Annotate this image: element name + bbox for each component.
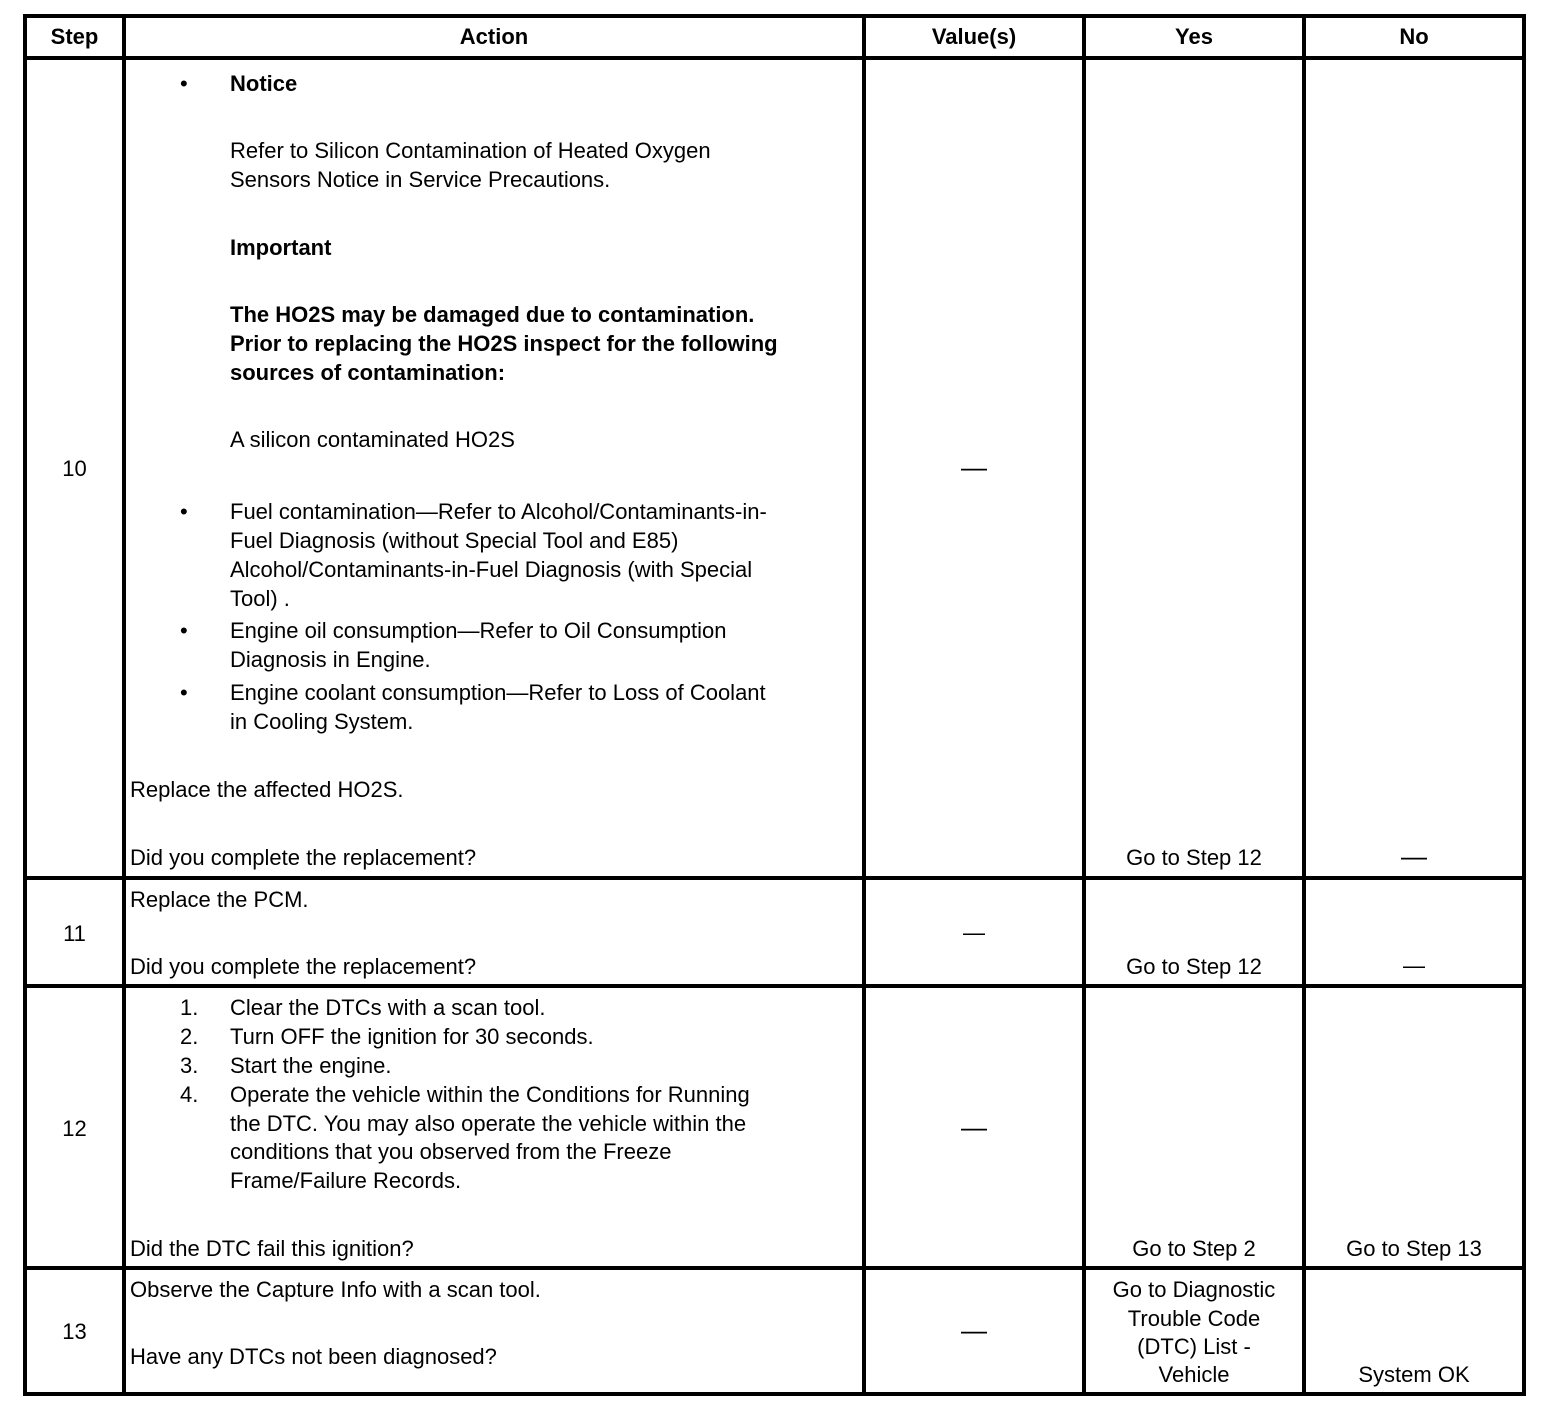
yes-result-line4: Vehicle bbox=[1158, 1362, 1230, 1387]
coolant-consumption-line2: in Cooling System. bbox=[230, 709, 414, 734]
action-question: Did the DTC fail this ignition? bbox=[130, 1236, 414, 1261]
list-number: 2. bbox=[180, 1024, 199, 1049]
no-result: System OK bbox=[1358, 1362, 1470, 1387]
list-number: 1. bbox=[180, 995, 199, 1020]
list-number: 4. bbox=[180, 1082, 199, 1107]
yes-result-line1: Go to Diagnostic bbox=[1112, 1277, 1276, 1302]
list-item-2: Turn OFF the ignition for 30 seconds. bbox=[230, 1024, 594, 1049]
important-text-line3: sources of contamination: bbox=[230, 360, 506, 385]
fuel-contamination-line4: Tool) . bbox=[230, 586, 290, 611]
values-dash: — bbox=[961, 1112, 987, 1142]
list-item-3: Start the engine. bbox=[230, 1053, 392, 1078]
list-item-1: Clear the DTCs with a scan tool. bbox=[230, 995, 546, 1020]
contamination-source: A silicon contaminated HO2S bbox=[230, 427, 515, 452]
action-question: Did you complete the replacement? bbox=[130, 954, 477, 979]
grid-line-top bbox=[23, 14, 1526, 18]
list-item-4-line1: Operate the vehicle within the Conditions for Running bbox=[230, 1082, 750, 1107]
grid-line-left bbox=[23, 14, 27, 1396]
grid-line-bottom bbox=[23, 1392, 1526, 1396]
oil-consumption-line1: Engine oil consumption—Refer to Oil Consumption bbox=[230, 618, 727, 643]
action-text: Observe the Capture Info with a scan tool. bbox=[130, 1277, 541, 1302]
action-replace: Replace the affected HO2S. bbox=[130, 777, 404, 802]
values-dash: — bbox=[963, 920, 985, 945]
yes-result-line2: Trouble Code bbox=[1127, 1306, 1261, 1331]
step-number: 11 bbox=[63, 921, 86, 946]
header-action: Action bbox=[459, 24, 529, 49]
list-item-4-line2: the DTC. You may also operate the vehicle within the bbox=[230, 1111, 747, 1136]
yes-result-line3: (DTC) List - bbox=[1137, 1334, 1251, 1359]
grid-line-row12-bottom bbox=[23, 1266, 1526, 1270]
important-title: Important bbox=[230, 235, 332, 260]
oil-consumption-line2: Diagnosis in Engine. bbox=[230, 647, 431, 672]
notice-text-line2: Sensors Notice in Service Precautions. bbox=[230, 167, 611, 192]
step-number: 13 bbox=[62, 1319, 87, 1344]
list-item-4-line3: conditions that you observed from the Freeze bbox=[230, 1139, 672, 1164]
no-result: Go to Step 13 bbox=[1346, 1236, 1482, 1261]
grid-line-step-action bbox=[122, 14, 126, 1396]
grid-line-action-values bbox=[862, 14, 866, 1396]
list-number: 3. bbox=[180, 1053, 199, 1078]
header-no: No bbox=[1399, 24, 1429, 49]
grid-line-yes-no bbox=[1302, 14, 1306, 1396]
grid-line-header-bottom bbox=[23, 56, 1526, 60]
action-question: Did you complete the replacement? bbox=[130, 845, 477, 870]
notice-title: Notice bbox=[230, 71, 298, 96]
fuel-contamination-line1: Fuel contamination—Refer to Alcohol/Contaminants-in- bbox=[230, 499, 767, 524]
list-item-4-line4: Frame/Failure Records. bbox=[230, 1168, 462, 1193]
header-yes: Yes bbox=[1175, 24, 1213, 49]
notice-text-line1: Refer to Silicon Contamination of Heated Oxygen bbox=[230, 138, 711, 163]
yes-result: Go to Step 12 bbox=[1126, 954, 1262, 979]
bullet: • bbox=[180, 618, 188, 643]
grid-line-right bbox=[1522, 14, 1526, 1396]
fuel-contamination-line2: Fuel Diagnosis (without Special Tool and E85) bbox=[230, 528, 679, 553]
no-result: — bbox=[1403, 953, 1425, 978]
action-text: Replace the PCM. bbox=[130, 887, 309, 912]
grid-line-values-yes bbox=[1082, 14, 1086, 1396]
important-text-line2: Prior to replacing the HO2S inspect for the following bbox=[230, 331, 778, 356]
important-text-line1: The HO2S may be damaged due to contamination. bbox=[230, 302, 755, 327]
yes-result: Go to Step 12 bbox=[1126, 845, 1262, 870]
bullet: • bbox=[180, 499, 188, 524]
action-question: Have any DTCs not been diagnosed? bbox=[130, 1344, 497, 1369]
header-step: Step bbox=[50, 24, 99, 49]
header-values: Value(s) bbox=[931, 24, 1017, 49]
step-number: 10 bbox=[62, 456, 87, 481]
values-dash: — bbox=[961, 452, 987, 482]
bullet: • bbox=[180, 680, 188, 705]
bullet: • bbox=[180, 71, 188, 96]
coolant-consumption-line1: Engine coolant consumption—Refer to Loss of Coolant bbox=[230, 680, 766, 705]
values-dash: — bbox=[961, 1315, 987, 1345]
no-result: — bbox=[1401, 841, 1427, 871]
step-number: 12 bbox=[62, 1116, 87, 1141]
grid-line-row11-bottom bbox=[23, 984, 1526, 988]
fuel-contamination-line3: Alcohol/Contaminants-in-Fuel Diagnosis (with Special bbox=[230, 557, 753, 582]
yes-result: Go to Step 2 bbox=[1132, 1236, 1256, 1261]
grid-line-row10-bottom bbox=[23, 876, 1526, 880]
